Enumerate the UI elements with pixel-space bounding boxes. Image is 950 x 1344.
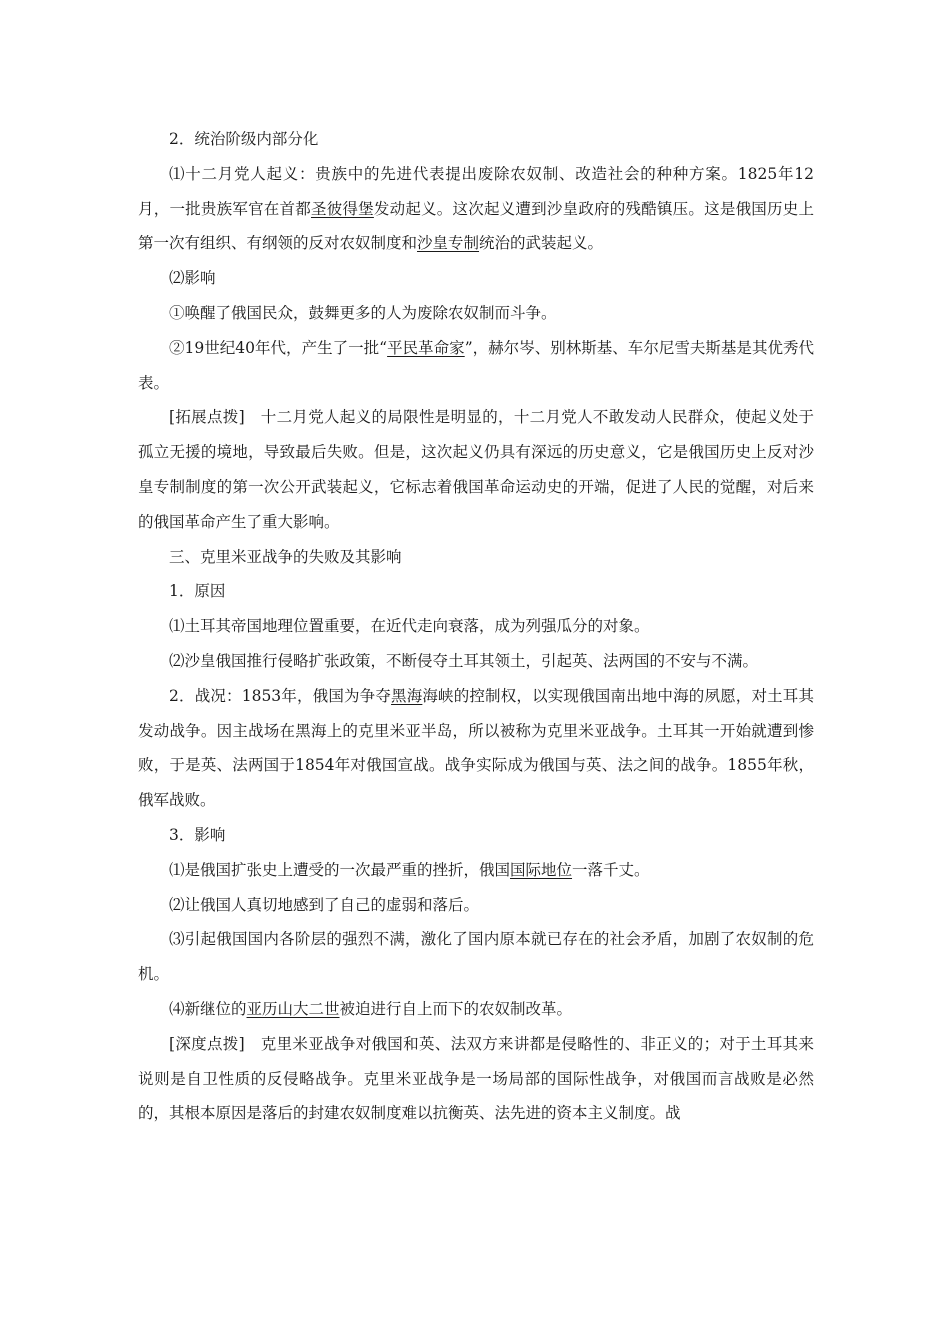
- text-segment: ⑷新继位的: [169, 999, 247, 1018]
- section-heading-crimean-war: [138, 540, 814, 575]
- text-segment: 三、克里米亚战争的失败及其影响: [169, 547, 402, 566]
- list-item-impact-3: [138, 922, 814, 992]
- note-extension: [138, 400, 814, 539]
- list-item-influence-1: [138, 296, 814, 331]
- text-segment: 发动起义。这次起义遭到沙皇政府的残酷镇压。这是俄国历史上第一次有组织、有纲领的反对农奴制度和: [138, 199, 814, 253]
- underlined-keyword: 平民革命家: [387, 338, 465, 357]
- paragraph-war-situation: [138, 679, 814, 818]
- list-item-impact-1: [138, 853, 814, 888]
- paragraph-decembrist-uprising: [138, 157, 814, 261]
- text-segment: 一落千丈。: [572, 860, 650, 879]
- text-segment: ⑴是俄国扩张史上遭受的一次最严重的挫折，俄国: [169, 860, 511, 879]
- list-item-cause-2: [138, 644, 814, 679]
- document-body: [138, 122, 814, 1131]
- text-segment: 2．统治阶级内部分化: [169, 130, 319, 148]
- subheading-impact: [138, 818, 814, 853]
- underlined-keyword: 亚历山大二世: [246, 999, 340, 1018]
- subheading-influence: [138, 261, 814, 296]
- text-segment: 3．影响: [169, 825, 226, 844]
- text-segment: ”，赫尔岑、别林斯基、车尔尼雪夫斯基是其优秀代表。: [138, 338, 814, 392]
- note-depth: [138, 1027, 814, 1131]
- list-item-impact-2: [138, 888, 814, 923]
- text-segment: 被迫进行自上而下的农奴制改革。: [339, 999, 573, 1018]
- text-segment: ⑵影响: [169, 269, 216, 288]
- text-segment: ⑶引起俄国国内各阶层的强烈不满，激化了国内原本就已存在的社会矛盾，加剧了农奴制的危机。: [138, 930, 814, 984]
- text-segment: 统治的武装起义。: [479, 234, 604, 253]
- subheading-causes: [138, 574, 814, 609]
- underlined-keyword: 国际地位: [510, 860, 573, 879]
- text-segment: [深度点拨] 克里米亚战争对俄国和英、法双方来讲都是侵略性的、非正义的；对于土耳其来说则是自卫性质的反侵略战争。克里米亚战争是一场局部的国际性战争，对俄国而言战败是必然的，其根本原因是落后的封建农奴制度难以抗衡英、法先进的资本主义制度。战: [138, 1034, 814, 1123]
- text-segment: 海峡的控制权，以实现俄国南出地中海的夙愿，对土耳其发动战争。因主战场在黑海上的克里米亚半岛，所以被称为克里米亚战争。土耳其一开始就遭到惨败，于是英、法两国于1854年对俄国宣战。战争实际成为俄国与英、法之间的战争。1855年秋，俄军战败。: [138, 686, 814, 810]
- list-item-influence-2: [138, 331, 814, 401]
- list-item-cause-1: [138, 609, 814, 644]
- text-segment: ⑴十二月党人起义：贵族中的先进代表提出废除农奴制、改造社会的种种方案。1825年12月，一批贵族军官在首都: [138, 164, 814, 218]
- text-segment: ⑵让俄国人真切地感到了自己的虚弱和落后。: [169, 895, 480, 914]
- text-segment: ⑴土耳其帝国地理位置重要，在近代走向衰落，成为列强瓜分的对象。: [169, 617, 650, 636]
- underlined-keyword: 黑海: [391, 686, 423, 705]
- section-heading-ruling-class-split: [138, 122, 814, 157]
- text-segment: 1．原因: [169, 582, 226, 601]
- text-segment: [拓展点拨] 十二月党人起义的局限性是明显的，十二月党人不敢发动人民群众，使起义处于孤立无援的境地，导致最后失败。但是，这次起义仍具有深远的历史意义，它是俄国历史上反对沙皇专制制度的第一次公开武装起义，它标志着俄国革命运动史的开端，促进了人民的觉醒，对后来的俄国革命产生了重大影响。: [138, 408, 814, 531]
- text-segment: ②19世纪40年代，产生了一批“: [169, 338, 388, 357]
- underlined-keyword: 圣彼得堡: [310, 199, 374, 218]
- text-segment: 2．战况：1853年，俄国为争夺: [169, 686, 392, 705]
- text-segment: ①唤醒了俄国民众，鼓舞更多的人为废除农奴制而斗争。: [169, 303, 557, 322]
- underlined-keyword: 沙皇专制: [417, 234, 480, 253]
- text-segment: ⑵沙皇俄国推行侵略扩张政策，不断侵夺土耳其领土，引起英、法两国的不安与不满。: [169, 651, 759, 670]
- list-item-impact-4: [138, 992, 814, 1027]
